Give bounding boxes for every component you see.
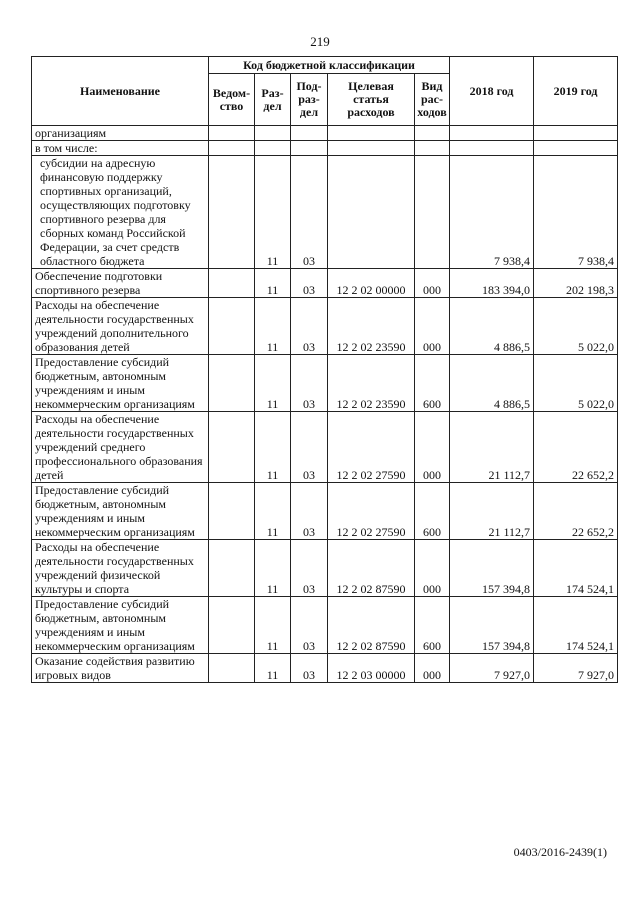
cell-podrazdel: 03 bbox=[291, 269, 328, 298]
header-ved: Ведом- ство bbox=[209, 74, 255, 126]
cell-razdel: 11 bbox=[255, 540, 291, 597]
cell-vid bbox=[415, 141, 450, 156]
cell-y2019: 7 927,0 bbox=[534, 654, 618, 683]
cell-ved bbox=[209, 540, 255, 597]
header-name: Наименование bbox=[32, 57, 209, 126]
cell-name: организациям bbox=[32, 126, 209, 141]
cell-y2018: 7 938,4 bbox=[450, 156, 534, 269]
cell-vid: 000 bbox=[415, 269, 450, 298]
cell-target: 12 2 02 87590 bbox=[328, 540, 415, 597]
cell-podrazdel bbox=[291, 141, 328, 156]
cell-y2019: 5 022,0 bbox=[534, 298, 618, 355]
header-razdel: Раз- дел bbox=[255, 74, 291, 126]
cell-vid: 000 bbox=[415, 412, 450, 483]
cell-y2019: 22 652,2 bbox=[534, 412, 618, 483]
cell-y2019: 22 652,2 bbox=[534, 483, 618, 540]
cell-ved bbox=[209, 156, 255, 269]
cell-ved bbox=[209, 269, 255, 298]
header-2019: 2019 год bbox=[534, 57, 618, 126]
cell-podrazdel: 03 bbox=[291, 298, 328, 355]
table-row bbox=[32, 355, 618, 412]
cell-vid: 000 bbox=[415, 654, 450, 683]
table-row bbox=[32, 269, 618, 298]
cell-y2019 bbox=[534, 141, 618, 156]
cell-podrazdel: 03 bbox=[291, 540, 328, 597]
cell-razdel: 11 bbox=[255, 269, 291, 298]
cell-razdel: 11 bbox=[255, 355, 291, 412]
cell-vid bbox=[415, 126, 450, 141]
cell-podrazdel: 03 bbox=[291, 412, 328, 483]
header-target: Целевая статья расходов bbox=[328, 74, 415, 126]
cell-y2019 bbox=[534, 126, 618, 141]
header-classification-code: Код бюджетной классификации bbox=[209, 57, 450, 74]
cell-y2018: 4 886,5 bbox=[450, 355, 534, 412]
cell-ved bbox=[209, 483, 255, 540]
cell-razdel: 11 bbox=[255, 156, 291, 269]
cell-name: Предоставление субсидий бюджетным, автономным учреждениям и иным некоммерческим организациям bbox=[32, 597, 209, 654]
cell-y2018: 21 112,7 bbox=[450, 412, 534, 483]
cell-razdel: 11 bbox=[255, 298, 291, 355]
cell-name: в том числе: bbox=[32, 141, 209, 156]
cell-target: 12 2 02 27590 bbox=[328, 483, 415, 540]
cell-y2018 bbox=[450, 126, 534, 141]
table-row bbox=[32, 654, 618, 683]
cell-ved bbox=[209, 355, 255, 412]
cell-vid: 600 bbox=[415, 483, 450, 540]
cell-podrazdel: 03 bbox=[291, 597, 328, 654]
cell-ved bbox=[209, 141, 255, 156]
cell-y2018: 157 394,8 bbox=[450, 540, 534, 597]
cell-podrazdel bbox=[291, 126, 328, 141]
cell-name: субсидии на адресную финансовую поддержку спортивных организаций, осуществляющих подготовку спортивного резерва для сборных команд Российской Федерации, за счет средств областного бюджета bbox=[32, 156, 209, 269]
table-row bbox=[32, 141, 618, 156]
header-podrazdel: Под- раз- дел bbox=[291, 74, 328, 126]
cell-y2018: 4 886,5 bbox=[450, 298, 534, 355]
cell-ved bbox=[209, 597, 255, 654]
budget-table bbox=[31, 56, 618, 683]
cell-name: Оказание содействия развитию игровых видов bbox=[32, 654, 209, 683]
cell-name: Обеспечение подготовки спортивного резерва bbox=[32, 269, 209, 298]
cell-podrazdel: 03 bbox=[291, 654, 328, 683]
cell-razdel: 11 bbox=[255, 412, 291, 483]
cell-y2018 bbox=[450, 141, 534, 156]
table-row bbox=[32, 156, 618, 269]
cell-ved bbox=[209, 126, 255, 141]
cell-y2019: 174 524,1 bbox=[534, 597, 618, 654]
cell-vid: 600 bbox=[415, 355, 450, 412]
cell-target: 12 2 02 00000 bbox=[328, 269, 415, 298]
cell-vid bbox=[415, 156, 450, 269]
cell-y2019: 5 022,0 bbox=[534, 355, 618, 412]
cell-name: Предоставление субсидий бюджетным, автономным учреждениям и иным некоммерческим организациям bbox=[32, 355, 209, 412]
table-row bbox=[32, 540, 618, 597]
cell-target: 12 2 02 23590 bbox=[328, 298, 415, 355]
table-row bbox=[32, 597, 618, 654]
cell-target bbox=[328, 156, 415, 269]
cell-y2018: 7 927,0 bbox=[450, 654, 534, 683]
cell-y2018: 157 394,8 bbox=[450, 597, 534, 654]
cell-ved bbox=[209, 412, 255, 483]
cell-razdel bbox=[255, 141, 291, 156]
cell-target: 12 2 02 27590 bbox=[328, 412, 415, 483]
table-row bbox=[32, 483, 618, 540]
cell-podrazdel: 03 bbox=[291, 355, 328, 412]
cell-razdel: 11 bbox=[255, 654, 291, 683]
cell-y2019: 7 938,4 bbox=[534, 156, 618, 269]
cell-name: Расходы на обеспечение деятельности государственных учреждений дополнительного образования детей bbox=[32, 298, 209, 355]
cell-target bbox=[328, 126, 415, 141]
table-row bbox=[32, 412, 618, 483]
cell-razdel bbox=[255, 126, 291, 141]
cell-name: Расходы на обеспечение деятельности государственных учреждений физической культуры и спорта bbox=[32, 540, 209, 597]
table-row bbox=[32, 298, 618, 355]
cell-vid: 600 bbox=[415, 597, 450, 654]
cell-vid: 000 bbox=[415, 298, 450, 355]
cell-y2019: 174 524,1 bbox=[534, 540, 618, 597]
header-vid: Вид рас- ходов bbox=[415, 74, 450, 126]
cell-podrazdel: 03 bbox=[291, 156, 328, 269]
cell-razdel: 11 bbox=[255, 483, 291, 540]
cell-ved bbox=[209, 654, 255, 683]
cell-target: 12 2 02 87590 bbox=[328, 597, 415, 654]
cell-vid: 000 bbox=[415, 540, 450, 597]
cell-target bbox=[328, 141, 415, 156]
page-number: 219 bbox=[310, 34, 330, 49]
cell-podrazdel: 03 bbox=[291, 483, 328, 540]
cell-name: Расходы на обеспечение деятельности государственных учреждений среднего профессионального образования детей bbox=[32, 412, 209, 483]
cell-target: 12 2 02 23590 bbox=[328, 355, 415, 412]
cell-y2018: 183 394,0 bbox=[450, 269, 534, 298]
table-row bbox=[32, 126, 618, 141]
cell-razdel: 11 bbox=[255, 597, 291, 654]
cell-ved bbox=[209, 298, 255, 355]
cell-target: 12 2 03 00000 bbox=[328, 654, 415, 683]
cell-y2019: 202 198,3 bbox=[534, 269, 618, 298]
document-code: 0403/2016-2439(1) bbox=[513, 845, 607, 859]
cell-y2018: 21 112,7 bbox=[450, 483, 534, 540]
cell-name: Предоставление субсидий бюджетным, автономным учреждениям и иным некоммерческим организациям bbox=[32, 483, 209, 540]
header-2018: 2018 год bbox=[450, 57, 534, 126]
